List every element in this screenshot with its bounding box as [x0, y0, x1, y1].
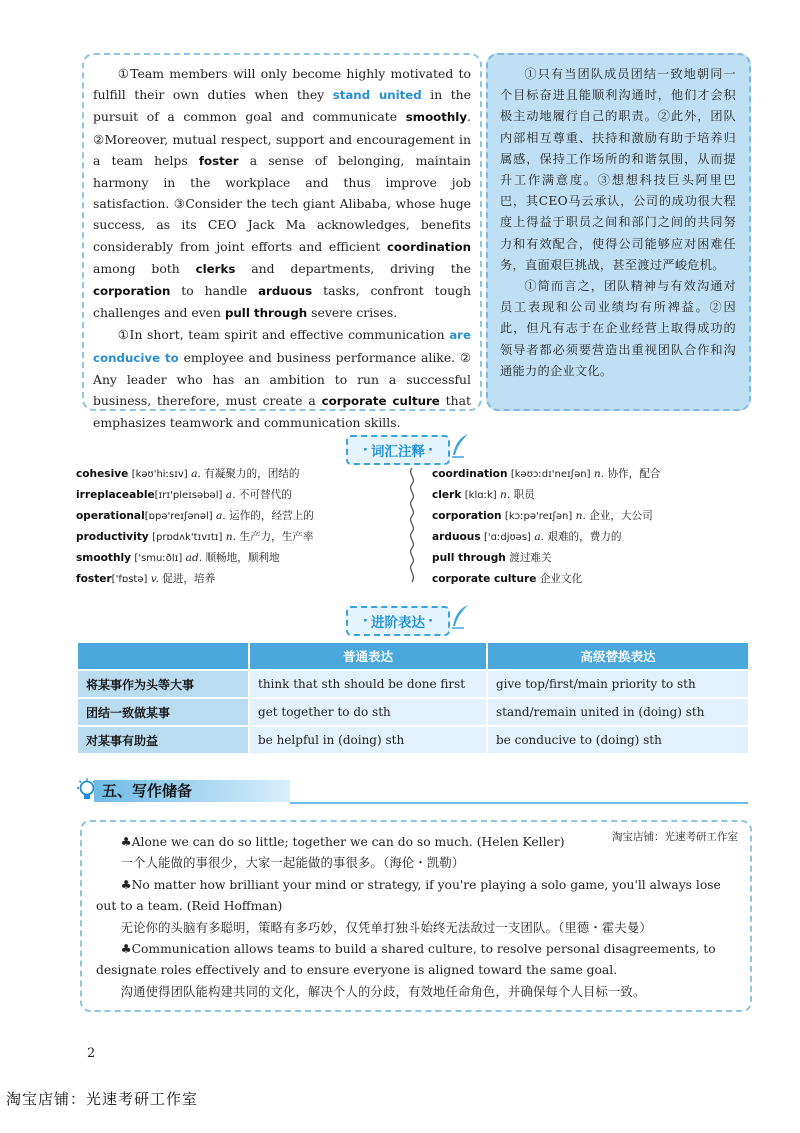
quill-pen-icon [450, 433, 470, 459]
club-icon: ♣ [120, 835, 132, 849]
key-word: arduous [258, 284, 313, 299]
table-cell-label: 对某事有助益 [77, 726, 249, 754]
table-cell: think that sth should be done first [249, 670, 487, 698]
key-phrase: stand united [332, 88, 422, 103]
footer-shop-name: 淘宝店铺：光速考研工作室 [6, 1090, 199, 1108]
table-header-cell: 高级替换表达 [487, 642, 749, 670]
vocab-item: operational[ɒpə'reɪʃənəl] a. 运作的，经营上的 [76, 510, 314, 522]
shop-watermark: 淘宝店铺：光速考研工作室 [612, 831, 738, 843]
vocab-item: arduous ['ɑːdjʊəs] a. 艰难的，费力的 [432, 531, 622, 543]
section-title: 五、写作储备 [102, 782, 193, 800]
vocab-item: corporate culture 企业文化 [432, 573, 583, 585]
key-word: smoothly [405, 110, 468, 125]
club-icon: ♣ [120, 942, 132, 957]
writing-quotes-box [80, 820, 752, 1012]
vocab-item: foster['fɒstə] v. 促进，培养 [76, 573, 216, 585]
vocab-list-right [432, 464, 660, 590]
quote-cn: 无论你的头脑有多聪明，策略有多巧妙，仅凭单打独斗始终无法敌过一支团队。（里德・霍夫曼） [120, 920, 652, 935]
quote-en: ♣Alone we can do so little; together we can do so much. (Helen Keller) [120, 835, 565, 849]
chinese-translation-box [486, 53, 751, 411]
advanced-section-title: · 进阶表达 · [346, 606, 450, 636]
quote-cn: 一个人能做的事很少，大家一起能做的事很多。（海伦・凯勒） [120, 856, 465, 871]
page-number: 2 [87, 1046, 96, 1061]
table-row [77, 670, 749, 698]
vocab-item: smoothly ['smuːðlɪ] ad. 顺畅地，顺利地 [76, 552, 280, 564]
table-cell-label: 团结一致做某事 [77, 698, 249, 726]
key-word: corporation [93, 284, 171, 299]
key-word: pull through [224, 306, 308, 321]
key-phrase: are conducive to [93, 328, 471, 365]
vocab-item: cohesive [kəʊ'hiːsɪv] a. 有凝聚力的，团结的 [76, 468, 300, 480]
key-word: corporate culture [321, 394, 440, 409]
vocab-item: coordination [kəʊɔːdɪ'neɪʃən] n. 协作，配合 [432, 468, 661, 480]
table-cell: give top/first/main priority to sth [487, 670, 749, 698]
quote-en: ♣Communication allows teams to build a shared culture, to resolve personal disagreements, to designate roles effectively and to ensure everyone is aligned toward the same goal. [96, 942, 716, 978]
vocab-item: pull through 渡过难关 [432, 552, 552, 564]
key-word: clerks [195, 261, 236, 276]
english-paragraph-2: ①In short, team spirit and effective communication are conducive to employee and business performance alike. ② Any leader who has an ambition to run a successful business, therefore, must create a corporate culture that emphasizes teamwork and communication skills. [93, 327, 471, 431]
table-header-row [77, 642, 749, 670]
english-paragraph-1: ①Team members will only become highly motivated to fulfill their own duties when they stand united in the pursuit of a common goal and communicate smoothly. ②Moreover, mutual respect, support and encouragement in a team helps foster a sense of belonging, maintain harmony in the workplace and thus improve job satisfaction. ③Consider the tech giant Alibaba, whose huge success, as its CEO Jack Ma acknowledges, benefits considerably from joint efforts and efficient coordination among both clerks and departments, driving the corporation to handle arduous tasks, confront tough challenges and even pull through severe crises. [93, 66, 472, 321]
key-word: foster [198, 153, 239, 168]
table-row [77, 726, 749, 754]
table-cell: stand/remain united in (doing) sth [487, 698, 749, 726]
quote-cn: 沟通使得团队能构建共同的文化，解决个人的分歧，有效地任命角色，并确保每个人目标一致。 [120, 984, 646, 999]
chain-divider [406, 466, 418, 584]
key-word: coordination [386, 239, 471, 254]
vocab-item: corporation [kɔːpə'reɪʃən] n. 企业，大公司 [432, 510, 653, 522]
table-row [77, 698, 749, 726]
vocab-item: clerk [klɑːk] n. 职员 [432, 489, 535, 501]
chinese-paragraph-2: ①简而言之，团队精神与有效沟通对员工表现和公司业绩均有所裨益。②因此，但凡有志于在企业经营上取得成功的领导者都必须要营造出重视团队合作和沟通能力的企业文化。 [500, 279, 736, 378]
table-cell-label: 将某事作为头等大事 [77, 670, 249, 698]
vocab-list-left [76, 464, 314, 590]
table-cell: be helpful in (doing) sth [249, 726, 487, 754]
vocab-item: productivity [prɒdʌk'tɪvɪtɪ] n. 生产力，生产率 [76, 531, 314, 543]
chinese-paragraph-1: ①只有当团队成员团结一致地朝同一个目标奋进且能顺利沟通时，他们才会积极主动地履行自己的职责。②此外，团队内部相互尊重、扶持和激励有助于培养归属感，保持工作场所的和谐氛围，从而提升工作满意度。③想想科技巨头阿里巴巴，其CEO马云承认，公司的成功很大程度上得益于职员之间和部门之间的共同努力和有效配合，使得公司能够应对困难任务，直面艰巨挑战，甚至渡过严峻危机。 [500, 67, 736, 272]
advanced-expressions-table [76, 641, 750, 755]
table-header-cell [77, 642, 249, 670]
table-cell: get together to do sth [249, 698, 487, 726]
table-cell: be conducive to (doing) sth [487, 726, 749, 754]
quote-en: ♣No matter how brilliant your mind or strategy, if you're playing a solo game, you'll always lose out to a team. (Reid Hoffman) [96, 877, 721, 914]
writing-section-header [76, 778, 748, 804]
quill-pen-icon [450, 604, 470, 630]
english-passage-box [82, 53, 482, 431]
vocab-section-title: · 词汇注释 · [346, 435, 450, 465]
table-header-cell: 普通表达 [249, 642, 487, 670]
club-icon: ♣ [120, 877, 132, 892]
vocab-item: irreplaceable[ɪrɪ'pleɪsəbəl] a. 不可替代的 [76, 489, 292, 501]
